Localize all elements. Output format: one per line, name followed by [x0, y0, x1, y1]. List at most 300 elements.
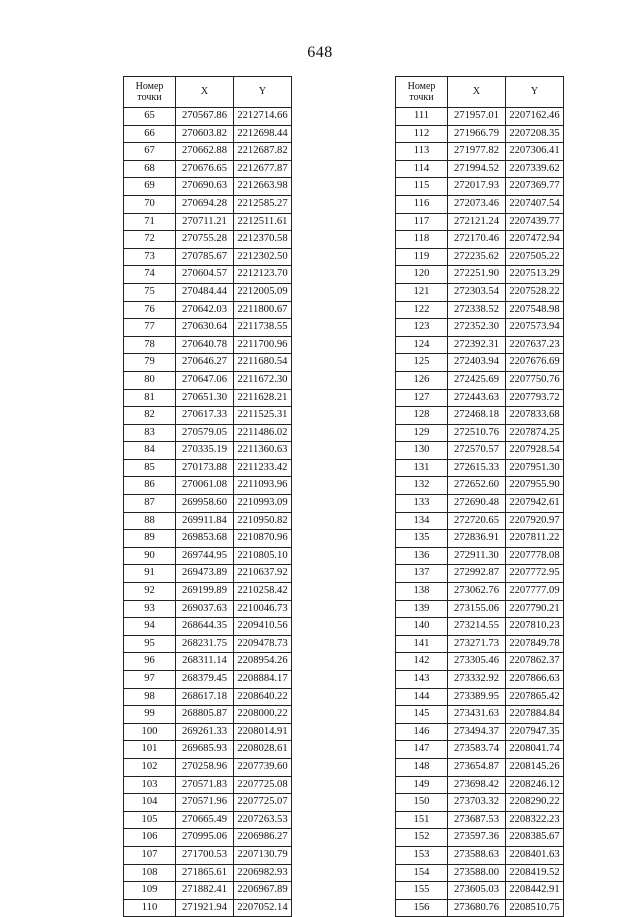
- table-row: [396, 811, 564, 829]
- cell-x: 270755.28: [176, 231, 234, 249]
- cell-y: 2208014.91: [234, 723, 292, 741]
- cell-x: 272352.30: [448, 319, 506, 337]
- table-row: [124, 442, 292, 460]
- cell-y: 2207306.41: [506, 143, 564, 161]
- cell-x: 270604.57: [176, 266, 234, 284]
- table-row: [124, 231, 292, 249]
- cell-point-number: 91: [124, 565, 176, 583]
- cell-x: 270567.86: [176, 108, 234, 126]
- table-row: [396, 776, 564, 794]
- cell-y: 2207369.77: [506, 178, 564, 196]
- cell-y: 2211738.55: [234, 319, 292, 337]
- cell-y: 2208442.91: [506, 882, 564, 900]
- cell-y: 2212687.82: [234, 143, 292, 161]
- cell-point-number: 110: [124, 899, 176, 917]
- cell-y: 2207947.35: [506, 723, 564, 741]
- cell-x: 271977.82: [448, 143, 506, 161]
- table-row: [396, 248, 564, 266]
- table-header-row: [396, 77, 564, 108]
- cell-y: 2212698.44: [234, 125, 292, 143]
- cell-x: 270642.03: [176, 301, 234, 319]
- cell-x: 268311.14: [176, 653, 234, 671]
- cell-y: 2207513.29: [506, 266, 564, 284]
- cell-point-number: 69: [124, 178, 176, 196]
- cell-point-number: 132: [396, 477, 448, 495]
- cell-y: 2211093.96: [234, 477, 292, 495]
- cell-x: 271921.94: [176, 899, 234, 917]
- table-row: [396, 723, 564, 741]
- cell-point-number: 78: [124, 336, 176, 354]
- cell-x: 270617.33: [176, 407, 234, 425]
- cell-x: 270571.96: [176, 794, 234, 812]
- table-row: [396, 178, 564, 196]
- cell-y: 2210637.92: [234, 565, 292, 583]
- cell-point-number: 122: [396, 301, 448, 319]
- table-row: [124, 354, 292, 372]
- cell-x: 271865.61: [176, 864, 234, 882]
- cell-y: 2207772.95: [506, 565, 564, 583]
- cell-point-number: 102: [124, 758, 176, 776]
- table-row: [396, 829, 564, 847]
- table-row: [124, 864, 292, 882]
- cell-x: 273597.36: [448, 829, 506, 847]
- table-row: [396, 758, 564, 776]
- cell-y: 2207528.22: [506, 283, 564, 301]
- cell-point-number: 113: [396, 143, 448, 161]
- table-row: [396, 671, 564, 689]
- cell-point-number: 101: [124, 741, 176, 759]
- cell-point-number: 81: [124, 389, 176, 407]
- header-y: Y: [506, 77, 564, 108]
- cell-point-number: 93: [124, 600, 176, 618]
- cell-point-number: 147: [396, 741, 448, 759]
- table-row: [396, 741, 564, 759]
- cell-point-number: 143: [396, 671, 448, 689]
- table-header-row: [124, 77, 292, 108]
- cell-point-number: 134: [396, 512, 448, 530]
- cell-y: 2211233.42: [234, 459, 292, 477]
- cell-x: 268231.75: [176, 635, 234, 653]
- cell-point-number: 145: [396, 706, 448, 724]
- cell-point-number: 77: [124, 319, 176, 337]
- table-row: [124, 213, 292, 231]
- table-row: [396, 213, 564, 231]
- table-row: [396, 846, 564, 864]
- cell-x: 272836.91: [448, 530, 506, 548]
- cell-point-number: 70: [124, 195, 176, 213]
- cell-y: 2211700.96: [234, 336, 292, 354]
- cell-y: 2207955.90: [506, 477, 564, 495]
- cell-y: 2211360.63: [234, 442, 292, 460]
- table-row: [124, 899, 292, 917]
- table-row: [396, 459, 564, 477]
- cell-x: 269685.93: [176, 741, 234, 759]
- cell-point-number: 136: [396, 547, 448, 565]
- cell-y: 2212302.50: [234, 248, 292, 266]
- cell-x: 269261.33: [176, 723, 234, 741]
- cell-point-number: 89: [124, 530, 176, 548]
- cell-point-number: 84: [124, 442, 176, 460]
- table-row: [124, 336, 292, 354]
- cell-y: 2210805.10: [234, 547, 292, 565]
- cell-y: 2212005.09: [234, 283, 292, 301]
- cell-x: 273588.63: [448, 846, 506, 864]
- cell-y: 2211680.54: [234, 354, 292, 372]
- cell-x: 273214.55: [448, 618, 506, 636]
- cell-y: 2206986.27: [234, 829, 292, 847]
- cell-y: 2207750.76: [506, 371, 564, 389]
- cell-x: 273698.42: [448, 776, 506, 794]
- cell-y: 2210993.09: [234, 495, 292, 513]
- cell-y: 2208385.67: [506, 829, 564, 847]
- cell-point-number: 92: [124, 583, 176, 601]
- cell-y: 2207505.22: [506, 248, 564, 266]
- cell-y: 2207263.53: [234, 811, 292, 829]
- table-row: [124, 301, 292, 319]
- cell-y: 2209410.56: [234, 618, 292, 636]
- table-row: [124, 758, 292, 776]
- cell-x: 273703.32: [448, 794, 506, 812]
- cell-x: 273332.92: [448, 671, 506, 689]
- cell-y: 2207951.30: [506, 459, 564, 477]
- table-row: [396, 389, 564, 407]
- cell-x: 270335.19: [176, 442, 234, 460]
- table-row: [396, 635, 564, 653]
- cell-y: 2212370.58: [234, 231, 292, 249]
- cell-x: 270995.06: [176, 829, 234, 847]
- table-row: [396, 512, 564, 530]
- cell-y: 2207676.69: [506, 354, 564, 372]
- cell-y: 2212663.98: [234, 178, 292, 196]
- cell-y: 2207833.68: [506, 407, 564, 425]
- table-row: [396, 899, 564, 917]
- cell-y: 2207811.22: [506, 530, 564, 548]
- cell-y: 2207339.62: [506, 160, 564, 178]
- table-row: [124, 565, 292, 583]
- cell-x: 273654.87: [448, 758, 506, 776]
- cell-y: 2207778.08: [506, 547, 564, 565]
- table-row: [396, 706, 564, 724]
- cell-x: 272392.31: [448, 336, 506, 354]
- cell-x: 270785.67: [176, 248, 234, 266]
- cell-point-number: 86: [124, 477, 176, 495]
- cell-x: 273494.37: [448, 723, 506, 741]
- page-number: 648: [307, 44, 333, 61]
- cell-x: 271882.41: [176, 882, 234, 900]
- cell-point-number: 95: [124, 635, 176, 653]
- table-row: [124, 723, 292, 741]
- cell-y: 2207052.14: [234, 899, 292, 917]
- cell-y: 2207407.54: [506, 195, 564, 213]
- table-row: [396, 618, 564, 636]
- cell-point-number: 121: [396, 283, 448, 301]
- cell-y: 2207793.72: [506, 389, 564, 407]
- table-row: [124, 671, 292, 689]
- table-row: [396, 231, 564, 249]
- cell-point-number: 154: [396, 864, 448, 882]
- table-row: [124, 407, 292, 425]
- cell-y: 2212123.70: [234, 266, 292, 284]
- table-row: [396, 600, 564, 618]
- cell-point-number: 144: [396, 688, 448, 706]
- table-row: [396, 125, 564, 143]
- cell-y: 2212677.87: [234, 160, 292, 178]
- cell-point-number: 83: [124, 424, 176, 442]
- table-row: [124, 706, 292, 724]
- table-row: [396, 864, 564, 882]
- cell-x: 268379.45: [176, 671, 234, 689]
- cell-y: 2211672.30: [234, 371, 292, 389]
- cell-point-number: 129: [396, 424, 448, 442]
- cell-x: 271957.01: [448, 108, 506, 126]
- cell-y: 2208028.61: [234, 741, 292, 759]
- cell-point-number: 100: [124, 723, 176, 741]
- table-row: [124, 108, 292, 126]
- table-row: [124, 495, 292, 513]
- cell-point-number: 72: [124, 231, 176, 249]
- cell-point-number: 135: [396, 530, 448, 548]
- cell-x: 270711.21: [176, 213, 234, 231]
- coordinates-table-left: [123, 76, 292, 917]
- table-row: [396, 688, 564, 706]
- table-row: [124, 512, 292, 530]
- table-row: [124, 459, 292, 477]
- cell-point-number: 124: [396, 336, 448, 354]
- header-x: X: [448, 77, 506, 108]
- cell-point-number: 139: [396, 600, 448, 618]
- table-row: [396, 301, 564, 319]
- cell-point-number: 108: [124, 864, 176, 882]
- cell-x: 272911.30: [448, 547, 506, 565]
- cell-point-number: 97: [124, 671, 176, 689]
- table-row: [396, 424, 564, 442]
- cell-point-number: 114: [396, 160, 448, 178]
- cell-x: 270647.06: [176, 371, 234, 389]
- cell-x: 268644.35: [176, 618, 234, 636]
- cell-x: 271994.52: [448, 160, 506, 178]
- cell-point-number: 126: [396, 371, 448, 389]
- cell-y: 2208145.26: [506, 758, 564, 776]
- cell-y: 2207810.23: [506, 618, 564, 636]
- cell-x: 270676.65: [176, 160, 234, 178]
- table-row: [124, 125, 292, 143]
- coordinates-table-right: [395, 76, 564, 917]
- cell-point-number: 141: [396, 635, 448, 653]
- table-row: [396, 882, 564, 900]
- table-row: [124, 160, 292, 178]
- table-row: [124, 477, 292, 495]
- cell-x: 270690.63: [176, 178, 234, 196]
- cell-y: 2208510.75: [506, 899, 564, 917]
- cell-y: 2207548.98: [506, 301, 564, 319]
- cell-y: 2207725.07: [234, 794, 292, 812]
- cell-y: 2212714.66: [234, 108, 292, 126]
- cell-x: 272073.46: [448, 195, 506, 213]
- cell-y: 2208401.63: [506, 846, 564, 864]
- cell-x: 270646.27: [176, 354, 234, 372]
- cell-point-number: 73: [124, 248, 176, 266]
- cell-y: 2207777.09: [506, 583, 564, 601]
- table-row: [396, 407, 564, 425]
- table-row: [124, 794, 292, 812]
- cell-y: 2211628.21: [234, 389, 292, 407]
- cell-x: 269744.95: [176, 547, 234, 565]
- cell-y: 2206967.89: [234, 882, 292, 900]
- cell-x: 272652.60: [448, 477, 506, 495]
- cell-y: 2207884.84: [506, 706, 564, 724]
- cell-y: 2207849.78: [506, 635, 564, 653]
- table-row: [396, 565, 564, 583]
- cell-x: 273680.76: [448, 899, 506, 917]
- cell-point-number: 153: [396, 846, 448, 864]
- table-row: [396, 547, 564, 565]
- table-row: [396, 495, 564, 513]
- cell-y: 2207439.77: [506, 213, 564, 231]
- header-point-number: Номер точки: [124, 77, 176, 108]
- cell-y: 2207739.60: [234, 758, 292, 776]
- cell-y: 2211486.02: [234, 424, 292, 442]
- cell-point-number: 112: [396, 125, 448, 143]
- cell-x: 268617.18: [176, 688, 234, 706]
- cell-x: 270258.96: [176, 758, 234, 776]
- cell-x: 272992.87: [448, 565, 506, 583]
- header-x: X: [176, 77, 234, 108]
- cell-point-number: 116: [396, 195, 448, 213]
- cell-point-number: 131: [396, 459, 448, 477]
- cell-x: 273583.74: [448, 741, 506, 759]
- table-row: [396, 794, 564, 812]
- cell-point-number: 140: [396, 618, 448, 636]
- table-row: [124, 143, 292, 161]
- cell-point-number: 155: [396, 882, 448, 900]
- cell-x: 273155.06: [448, 600, 506, 618]
- cell-x: 273605.03: [448, 882, 506, 900]
- table-row: [396, 195, 564, 213]
- cell-y: 2208954.26: [234, 653, 292, 671]
- cell-point-number: 107: [124, 846, 176, 864]
- cell-point-number: 85: [124, 459, 176, 477]
- cell-y: 2207725.08: [234, 776, 292, 794]
- table-row: [124, 283, 292, 301]
- cell-x: 270694.28: [176, 195, 234, 213]
- cell-x: 273271.73: [448, 635, 506, 653]
- cell-y: 2207637.23: [506, 336, 564, 354]
- cell-point-number: 148: [396, 758, 448, 776]
- table-row: [396, 371, 564, 389]
- cell-y: 2207866.63: [506, 671, 564, 689]
- table-row: [124, 618, 292, 636]
- cell-x: 270579.05: [176, 424, 234, 442]
- cell-x: 270630.64: [176, 319, 234, 337]
- cell-point-number: 71: [124, 213, 176, 231]
- table-row: [396, 160, 564, 178]
- cell-point-number: 118: [396, 231, 448, 249]
- cell-x: 271966.79: [448, 125, 506, 143]
- table-row: [124, 530, 292, 548]
- table-row: [124, 248, 292, 266]
- cell-x: 272170.46: [448, 231, 506, 249]
- table-row: [124, 424, 292, 442]
- cell-point-number: 106: [124, 829, 176, 847]
- cell-x: 270640.78: [176, 336, 234, 354]
- cell-x: 269473.89: [176, 565, 234, 583]
- cell-x: 272017.93: [448, 178, 506, 196]
- cell-point-number: 88: [124, 512, 176, 530]
- table-row: [124, 635, 292, 653]
- cell-point-number: 137: [396, 565, 448, 583]
- cell-y: 2210950.82: [234, 512, 292, 530]
- cell-x: 273431.63: [448, 706, 506, 724]
- cell-y: 2207874.25: [506, 424, 564, 442]
- cell-x: 270603.82: [176, 125, 234, 143]
- cell-point-number: 111: [396, 108, 448, 126]
- table-row: [124, 319, 292, 337]
- cell-point-number: 87: [124, 495, 176, 513]
- cell-x: 272510.76: [448, 424, 506, 442]
- table-row: [124, 583, 292, 601]
- cell-x: 269037.63: [176, 600, 234, 618]
- cell-x: 270484.44: [176, 283, 234, 301]
- table-row: [124, 829, 292, 847]
- cell-x: 272235.62: [448, 248, 506, 266]
- table-row: [124, 371, 292, 389]
- cell-x: 272468.18: [448, 407, 506, 425]
- cell-x: 271700.53: [176, 846, 234, 864]
- table-row: [396, 653, 564, 671]
- table-row: [124, 195, 292, 213]
- cell-point-number: 104: [124, 794, 176, 812]
- cell-point-number: 66: [124, 125, 176, 143]
- cell-y: 2212585.27: [234, 195, 292, 213]
- table-row: [124, 266, 292, 284]
- cell-point-number: 127: [396, 389, 448, 407]
- cell-point-number: 115: [396, 178, 448, 196]
- cell-x: 273062.76: [448, 583, 506, 601]
- cell-y: 2212511.61: [234, 213, 292, 231]
- cell-point-number: 142: [396, 653, 448, 671]
- cell-x: 272690.48: [448, 495, 506, 513]
- table-row: [396, 583, 564, 601]
- cell-x: 270665.49: [176, 811, 234, 829]
- cell-point-number: 96: [124, 653, 176, 671]
- cell-point-number: 128: [396, 407, 448, 425]
- cell-x: 269199.89: [176, 583, 234, 601]
- table-row: [124, 389, 292, 407]
- cell-point-number: 67: [124, 143, 176, 161]
- cell-point-number: 82: [124, 407, 176, 425]
- cell-x: 268805.87: [176, 706, 234, 724]
- cell-y: 2208246.12: [506, 776, 564, 794]
- header-point-number: Номер точки: [396, 77, 448, 108]
- cell-x: 270662.88: [176, 143, 234, 161]
- cell-point-number: 76: [124, 301, 176, 319]
- table-row: [396, 319, 564, 337]
- cell-y: 2207573.94: [506, 319, 564, 337]
- cell-point-number: 123: [396, 319, 448, 337]
- table-row: [396, 143, 564, 161]
- table-row: [396, 477, 564, 495]
- table-row: [396, 354, 564, 372]
- cell-point-number: 119: [396, 248, 448, 266]
- cell-y: 2210258.42: [234, 583, 292, 601]
- cell-x: 272338.52: [448, 301, 506, 319]
- cell-point-number: 109: [124, 882, 176, 900]
- cell-point-number: 75: [124, 283, 176, 301]
- cell-y: 2207130.79: [234, 846, 292, 864]
- cell-point-number: 79: [124, 354, 176, 372]
- cell-x: 272443.63: [448, 389, 506, 407]
- cell-x: 272570.57: [448, 442, 506, 460]
